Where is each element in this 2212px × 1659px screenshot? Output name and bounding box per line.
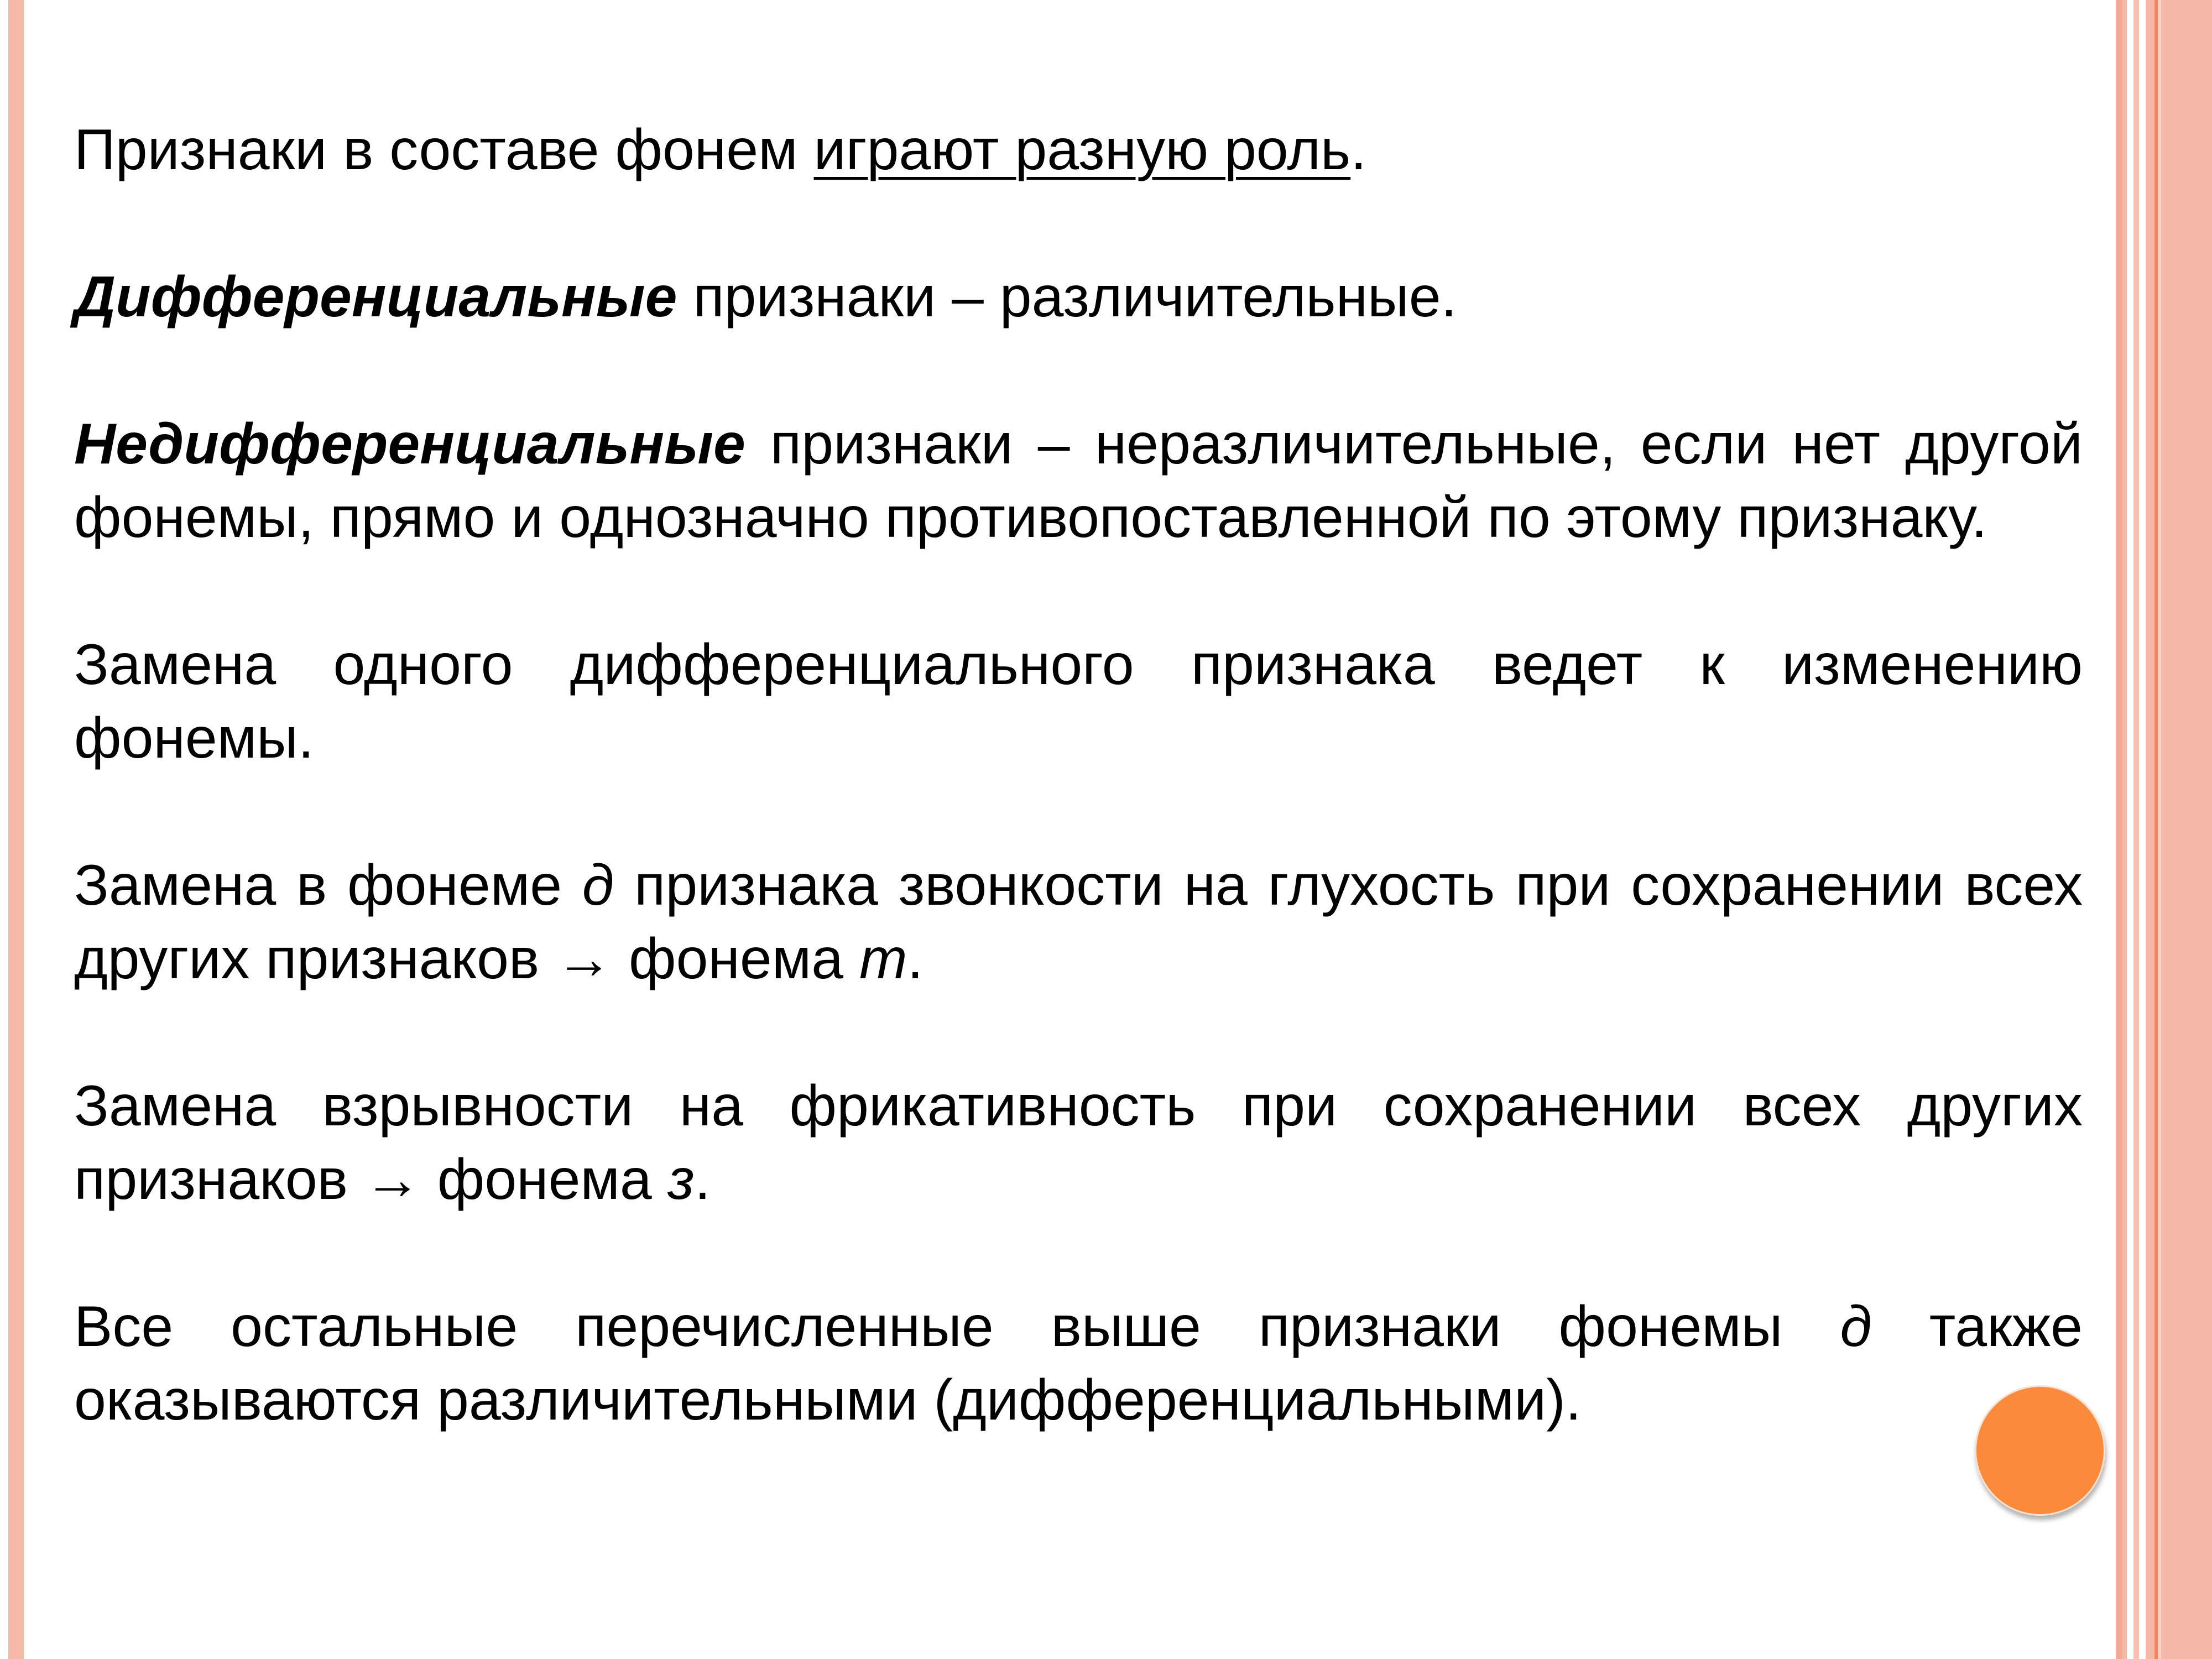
paragraph-7	[74, 1290, 2083, 1437]
right-stripe-a	[2116, 0, 2122, 1659]
p7-part1: Все остальные перечисленные выше признаки фонемы	[74, 1295, 1840, 1359]
paragraph-4: Замена одного дифференциального признака ведет к изменению фонемы.	[74, 633, 2083, 770]
p2-rest: признаки – различительные.	[677, 265, 1457, 329]
paragraph-2	[74, 260, 2083, 334]
right-stripe-b	[2122, 0, 2127, 1659]
phoneme-d-2: д	[1840, 1295, 1872, 1359]
p3-rest: признаки – неразличительные, если нет другой фонемы, прямо и однозначно противопоставленной по этому признаку.	[74, 412, 2083, 550]
left-border-stripe	[8, 0, 24, 1659]
orange-circle-decoration	[1975, 1385, 2105, 1516]
paragraph-6	[74, 1070, 2083, 1217]
p1-text: Признаки в составе фонем	[74, 118, 814, 182]
phoneme-t: т	[859, 927, 907, 991]
term-nondifferential: Недифференциальные	[74, 412, 745, 476]
slide-content	[74, 113, 2083, 1437]
paragraph-3	[74, 408, 2083, 555]
right-stripe-line-light	[2158, 0, 2161, 1659]
right-stripe-c	[2133, 0, 2139, 1659]
p6-end: .	[695, 1147, 711, 1212]
paragraph-1	[74, 113, 2083, 187]
paragraph-5	[74, 849, 2083, 996]
p6-part1: Замена взрывности на фрикативность при сохранении всех других признаков → фонема	[74, 1074, 2083, 1212]
p5-part1: Замена в фонеме	[74, 853, 582, 917]
phoneme-z: з	[667, 1147, 695, 1212]
p5-end: .	[907, 927, 924, 991]
p7-part2: также оказываются различительными (дифференциальными).	[74, 1295, 2083, 1432]
p1-end: .	[1350, 118, 1367, 182]
p5-part2: признака звонкости на глухость при сохранении всех других признаков → фонема	[74, 853, 2083, 991]
term-differential: Дифференциальные	[74, 265, 677, 329]
phoneme-d: д	[582, 853, 614, 917]
p1-underlined-phrase: играют разную роль	[813, 118, 1351, 182]
